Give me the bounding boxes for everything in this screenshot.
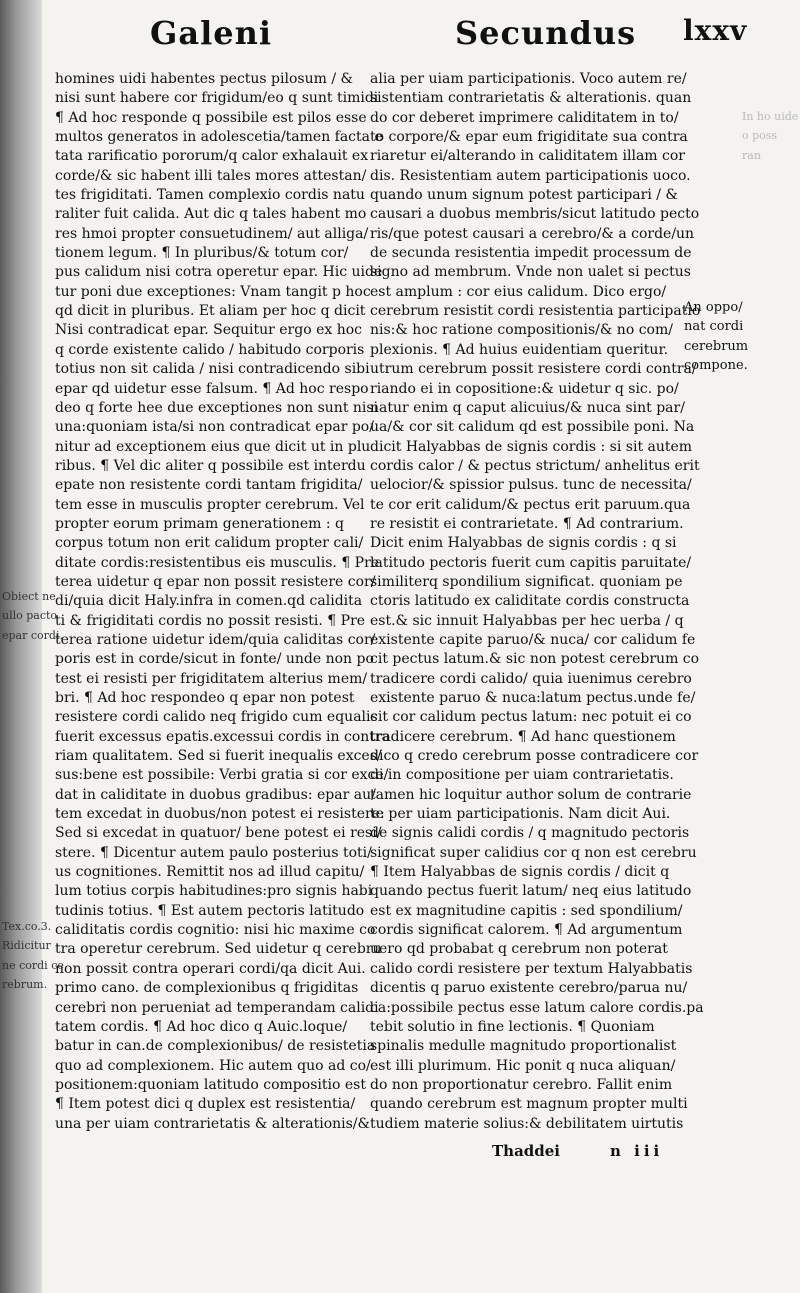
text-line: Nisi contradicat epar. Sequitur ergo ex hoc [55, 322, 362, 339]
text-line: poris est in corde/sicut in fonte/ unde non po [55, 651, 374, 668]
margin-note-line: epar cordi. [2, 628, 63, 642]
text-line: primo cano. de complexionibus q frigiditas [55, 980, 359, 997]
margin-note-line: An oppo/ [684, 300, 743, 315]
page-footer [0, 1142, 800, 1172]
text-line: est ex magnitudine capitis : sed spondilium/ [370, 902, 683, 919]
text-line: tudinis totius. ¶ Est autem pectoris latitudo [55, 902, 365, 919]
text-line: batur in can.de complexionibus/ de resistetia [55, 1038, 376, 1055]
margin-note-line: cerebrum [684, 338, 749, 354]
text-line: dicentis q paruo existente cerebro/parua nu/ [370, 980, 688, 997]
text-line: tem esse in musculis propter cerebrum. Vel [55, 496, 365, 513]
text-line: pus calidum nisi cotra operetur epar. Hic uide [55, 264, 383, 281]
text-line: multos generatos in adolescetia/tamen facta e [55, 129, 383, 146]
text-line: nis:& hoc ratione compositionis/& no com/ [370, 322, 673, 339]
text-line: res hmoi propter consuetudinem/ aut alliga/ [55, 225, 369, 242]
text-line: alia per uiam participationis. Voco autem re/ [370, 71, 687, 87]
text-line: de secunda resistentia impedit processum de [370, 245, 692, 262]
text-line: uelocior/& spissior pulsus. tunc de necessita/ [370, 477, 692, 494]
left-column [55, 70, 390, 1134]
running-header [0, 14, 800, 64]
text-line: tebit solutio in fine lectionis. ¶ Quoniam [370, 1018, 655, 1035]
folio-number: lxxv [683, 14, 748, 47]
text-line: ribus. ¶ Vel dic aliter q possibile est interdu [55, 457, 366, 474]
text-line: riam qualitatem. Sed si fuerit inequalis exces/ [55, 748, 382, 765]
text-line: ctoris latitudo ex caliditate cordis constructa [370, 593, 690, 610]
text-line: propter eorum primam generationem : q [55, 515, 345, 532]
text-line: ua/& cor sit calidum qd est possibile poni. Na [370, 419, 695, 436]
text-line: utrum cerebrum possit resistere cordi contra/ [370, 361, 697, 378]
text-line: quando pectus fuerit latum/ neq eius latitudo [370, 883, 692, 900]
text-line: ¶ Ad hoc responde q possibile est pilos esse [55, 109, 367, 126]
text-line: caliditatis cordis cognitio: nisi hic maxime co [55, 922, 376, 939]
text-line: bri. ¶ Ad hoc respondeo q epar non potest [55, 690, 355, 706]
text-line: positionem:quoniam latitudo compositio est [55, 1076, 366, 1093]
text-line: us cognitiones. Remittit nos ad illud capitu/ [55, 864, 365, 881]
text-line: tem excedat in duobus/non potest ei resistere: [55, 806, 385, 823]
text-line: quo ad complexionem. Hic autem quo ad co/ [55, 1057, 371, 1074]
text-line: tes frigiditati. Tamen complexio cordis natu [55, 187, 365, 204]
text-line: existente paruo & nuca:latum pectus.unde fe/ [370, 690, 696, 706]
text-line: cordis significat calorem. ¶ Ad argumentum [370, 922, 683, 939]
text-line: di in compositione per uiam contrarietatis. [370, 767, 674, 784]
margin-note-left-lower [2, 920, 64, 997]
margin-note-line: ne cordi ce [2, 958, 64, 972]
text-line: non possit contra operari cordi/qa dicit Aui. [55, 960, 366, 977]
text-line: natur enim q caput alicuius/& nuca sint par/ [370, 399, 685, 416]
text-line: totius non sit calida / nisi contradicendo sibi [55, 361, 370, 378]
text-line: tamen hic loquitur author solum de contrarie [370, 786, 692, 803]
margin-note-line: Obiect ne [2, 590, 56, 603]
header-center: Secundus [455, 14, 637, 52]
bleed-line: ran [742, 148, 761, 162]
text-line: stere. ¶ Dicentur autem paulo posterius toti/ [55, 844, 372, 861]
text-line: test ei resisti per frigiditatem alterius mem/ [55, 670, 368, 687]
text-line: cerebrum resistit cordi resistentia participatio [370, 303, 701, 320]
text-line: ris/que potest causari a cerebro/& a corde/un [370, 225, 695, 242]
text-line: tur poni due exceptiones: Vnam tangit p hoc [55, 283, 371, 300]
text-line: q corde existente calido / habitudo corporis [55, 341, 365, 358]
text-line: te per uiam participationis. Nam dicit Aui. [370, 806, 671, 823]
text-line: spinalis medulle magnitudo proportionalist [370, 1038, 677, 1055]
header-left: Galeni [150, 14, 272, 52]
text-line: est illi plurimum. Hic ponit q nuca aliquan/ [370, 1057, 676, 1074]
text-line: tata rarificatio pororum/q calor exhalauit ex [55, 148, 369, 165]
text-line: Dicit enim Halyabbas de signis cordis : q si [370, 535, 677, 552]
text-line: do cor deberet imprimere caliditatem in to/ [370, 109, 679, 126]
text-line: est.& sic innuit Halyabbas per hec uerba / q [370, 612, 684, 629]
text-line: epate non resistente cordi tantam frigidita/ [55, 477, 363, 494]
text-line: similiterq spondilium significat. quoniam pe [370, 573, 683, 590]
text-line: homines uidi habentes pectus pilosum / & [55, 71, 353, 87]
text-line: qd dicit in pluribus. Et aliam per hoc q dicit [55, 303, 366, 320]
bleed-line: In ho uide [742, 110, 799, 123]
text-line: ti & frigiditati cordis no possit resisti. ¶ Pre [55, 612, 366, 629]
text-line: dat in caliditate in duobus gradibus: epar au/ [55, 786, 376, 803]
right-column [370, 70, 704, 1134]
text-line: una per uiam contrarietatis & alterationis/& [55, 1115, 370, 1132]
text-line: quando cerebrum est magnum propter multi [370, 1096, 688, 1113]
text-line: plexionis. ¶ Ad huius euidentiam queritur. [370, 341, 669, 358]
margin-note-line: Ridicitur [2, 939, 51, 953]
text-line: de signis calidi cordis / q magnitudo pectoris [370, 825, 690, 842]
text-line: nisi sunt habere cor frigidum/eo q sunt timidi [55, 90, 379, 107]
text-line: ¶ Item Halyabbas de signis cordis / dicit q [370, 864, 670, 881]
text-line: tradicere cordi calido/ quia iuenimus cerebro [370, 670, 692, 687]
text-line: di/quia dicit Haly.infra in comen.qd calidita [55, 593, 363, 610]
text-line: re resistit ei contrarietate. ¶ Ad contrarium. [370, 515, 684, 532]
text-line: terea ratione uidetur idem/quia caliditas cor/ [55, 631, 376, 648]
text-line: riando ei in copositione:& uidetur q sic. po/ [370, 380, 679, 397]
text-line: corpus totum non erit calidum propter cali/ [55, 535, 364, 552]
text-line: terea uidetur q epar non possit resistere cor/ [55, 573, 376, 590]
text-line: tradicere cerebrum. ¶ Ad hanc questionem [370, 728, 676, 745]
text-line: signo ad membrum. Vnde non ualet si pectus [370, 264, 691, 281]
text-line: corde/& sic habent illi tales mores attestan/ [55, 167, 367, 184]
text-line: sistentiam contrarietatis & alterationis. quan [370, 90, 692, 107]
text-line: riaretur ei/alterando in caliditatem illam cor [370, 148, 685, 165]
text-line: raliter fuit calida. Aut dic q tales habent mo [55, 206, 367, 223]
bleed-through-text [742, 110, 800, 168]
text-line: existente capite paruo/& nuca/ cor calidum fe [370, 631, 696, 648]
text-line: ¶ Item potest dici q duplex est resistentia/ [55, 1096, 356, 1113]
text-line: te cor erit calidum/& pectus erit paruum.qua [370, 496, 691, 513]
text-line: epar qd uidetur esse falsum. ¶ Ad hoc respo [55, 380, 369, 397]
text-line: una:quoniam ista/si non contradicat epar po/ [55, 419, 374, 436]
text-line: dico q credo cerebrum posse contradicere cor [370, 748, 699, 765]
text-line: tatem cordis. ¶ Ad hoc dico q Auic.loque/ [55, 1018, 348, 1035]
text-line: deo q forte hee due exceptiones non sunt nisi [55, 399, 379, 416]
text-line: tudiem materie solius:& debilitatem uirtutis [370, 1115, 684, 1132]
text-line: ca:possibile pectus esse latum calore cordis.pa [370, 999, 704, 1016]
margin-note-right [684, 300, 796, 377]
text-line: tra operetur cerebrum. Sed uidetur q cerebru [55, 941, 382, 958]
signature-mark: n iii [610, 1142, 664, 1160]
text-line: cordis calor / & pectus strictum/ anhelitus erit [370, 457, 700, 474]
text-line: tionem legum. ¶ In pluribus/& totum cor/ [55, 245, 349, 262]
text-line: latitudo pectoris fuerit cum capitis paruitate/ [370, 554, 692, 571]
text-line: calido cordi resistere per textum Halyabbatis [370, 960, 693, 977]
text-line: do non proportionatur cerebro. Fallit enim [370, 1076, 673, 1093]
margin-note-line: ullo pacto [2, 609, 58, 623]
margin-note-left-upper [2, 590, 63, 648]
text-line: cerebri non perueniat ad temperandam calidi [55, 999, 379, 1016]
margin-note-line: rebrum. [2, 978, 48, 992]
margin-note-line: compone. [684, 358, 748, 374]
text-line: causari a duobus membris/sicut latitudo pecto [370, 206, 700, 223]
text-line: resistere cordi calido neq frigido cum equalis [55, 709, 378, 726]
margin-note-line: nat cordi [684, 319, 744, 335]
margin-note-line: Tex.co.3. [2, 920, 52, 933]
text-line: est amplum : cor eius calidum. Dico ergo/ [370, 283, 667, 300]
catchword: Thaddei [492, 1142, 561, 1160]
text-line: dicit Halyabbas de signis cordis : si sit autem [370, 438, 693, 455]
text-line: sus:bene est possibile: Verbi gratia si cor exce/ [55, 767, 389, 784]
bleed-line: o poss [742, 129, 778, 143]
text-line: nitur ad exceptionem eius que dicit ut in plu [55, 438, 371, 455]
text-line: cit pectus latum.& sic non potest cerebrum co [370, 651, 700, 668]
text-line: to corpore/& epar eum frigiditate sua contra [370, 129, 688, 146]
text-line: significat super calidius cor q non est cerebru [370, 844, 697, 861]
text-line: fuerit excessus epatis.excessui cordis in contra [55, 728, 390, 745]
text-line: dis. Resistentiam autem participationis uoco. [370, 167, 691, 184]
text-line: cit cor calidum pectus latum: nec potuit ei co [370, 709, 692, 726]
text-line: uero qd probabat q cerebrum non poterat [370, 941, 668, 958]
text-line: ditate cordis:resistentibus eis musculis. ¶ Pre [55, 554, 380, 571]
text-line: lum totius corpis habitudines:pro signis habi [55, 883, 373, 900]
text-line: quando unum signum potest participari / & [370, 187, 678, 204]
text-line: Sed si excedat in quatuor/ bene potest ei resi/ [55, 825, 382, 842]
